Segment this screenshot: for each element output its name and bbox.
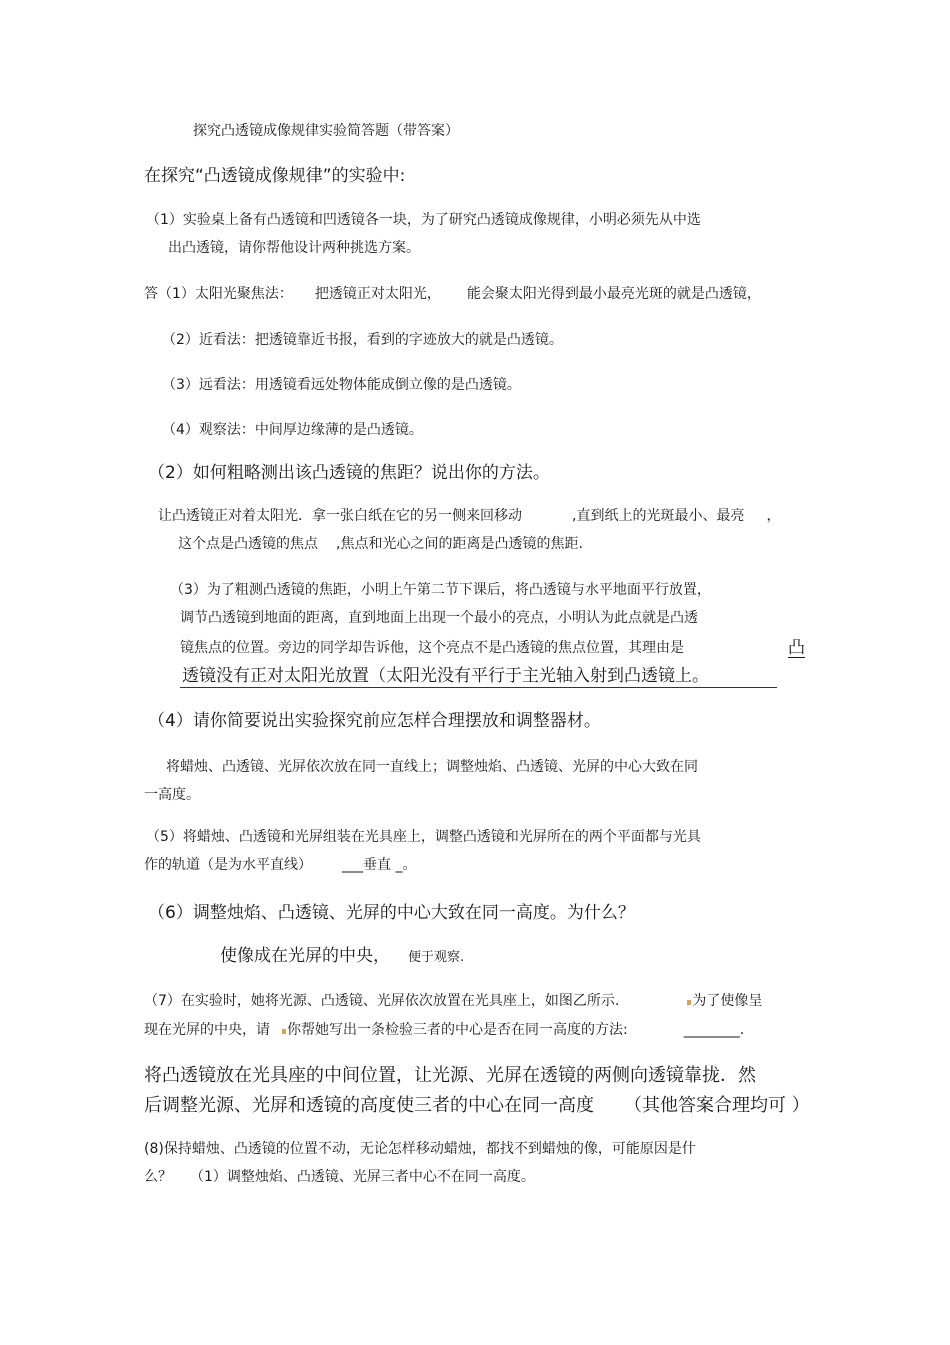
q1-answer-4: （4）观察法：中间厚边缘薄的是凸透镜。 (162, 422, 423, 438)
q7-answer-2-b: （其他答案合理均可 ） (624, 1095, 810, 1116)
q2-answer-line-1 (158, 508, 780, 525)
q2-answer-d: 这个点是凸透镜的焦点 (178, 536, 318, 552)
q7-line-2-a: 现在光屏的中央，请 (144, 1022, 270, 1038)
document-title: 探究凸透镜成像规律实验简答题（带答案） (193, 123, 459, 139)
intro-text: 在探究“凸透镜成像规律”的实验中: (144, 166, 406, 186)
q3-answer-underline (180, 687, 777, 688)
q6-answer-a: 使像成在光屏的中央， (220, 946, 390, 966)
q1-answer-1-a: 答（1）太阳光聚焦法： (144, 286, 293, 302)
q4-question: （4）请你简要说出实验探究前应怎样合理摆放和调整器材。 (148, 711, 601, 731)
q3-answer-first-char: 凸 (788, 638, 805, 658)
q1-line-1: （1）实验桌上备有凸透镜和凹透镜各一块，为了研究凸透镜成像规律，小明必须先从中选 (146, 212, 701, 228)
q8-line-1: (8)保持蜡烛、凸透镜的位置不动，无论怎样移动蜡烛，都找不到蜡烛的像，可能原因是什 (144, 1141, 696, 1157)
q5-line-2 (144, 857, 416, 874)
q4-answer-line-1: 将蜡烛、凸透镜、光屏依次放在同一直线上；调整烛焰、凸透镜、光屏的中心大致在同 (166, 759, 698, 775)
q7-answer-line-2 (144, 1095, 810, 1117)
q8-line-2-a: 么？ (144, 1169, 172, 1185)
q6-answer-b: 便于观察. (408, 950, 465, 965)
q2-question: （2）如何粗略测出该凸透镜的焦距？说出你的方法。 (148, 463, 550, 483)
q3-line-2: 调节凸透镜到地面的距离，直到地面上出现一个最小的亮点，小明认为此点就是凸透 (180, 610, 698, 626)
q7-answer-2-a: 后调整光源、光屏和透镜的高度使三者的中心在同一高度 (144, 1095, 594, 1116)
q1-line-2: 出凸透镜，请你帮他设计两种挑选方案。 (168, 240, 420, 256)
q2-answer-b: ,直到纸上的光斑最小、最亮 (572, 508, 745, 524)
q7-line-1 (144, 993, 762, 1010)
highlight-mark (282, 1029, 286, 1034)
q7-line-1-a: （7）在实验时，她将光源、凸透镜、光屏依次放置在光具座上，如图乙所示. (144, 993, 620, 1009)
q1-answer-3: （3）远看法：用透镜看远处物体能成倒立像的是凸透镜。 (162, 377, 521, 393)
q7-line-1-b: 为了使像呈 (692, 993, 763, 1009)
q6-answer (220, 946, 464, 966)
q5-line-2-a: 作的轨道（是为水平直线） (144, 857, 312, 873)
q3-answer: 透镜没有正对太阳光放置（太阳光没有平行于主光轴入射到凸透镜上。 (182, 666, 709, 686)
q1-answer-2: （2）近看法：把透镜靠近书报，看到的字迹放大的就是凸透镜。 (162, 332, 563, 348)
q6-question: （6）调整烛焰、凸透镜、光屏的中心大致在同一高度。为什么？ (148, 903, 635, 923)
highlight-mark (687, 1000, 691, 1005)
q7-line-2 (144, 1022, 744, 1039)
q7-blank: ________. (683, 1022, 745, 1038)
q3-line-3: 镜焦点的位置。旁边的同学却告诉他，这个亮点不是凸透镜的焦点位置，其理由是 (180, 640, 684, 656)
q8-line-2 (144, 1169, 535, 1186)
q1-answer-1-b: 把透镜正对太阳光， (314, 286, 441, 302)
q5-answer: ___垂直 _。 (342, 857, 417, 873)
q1-answer-1 (144, 286, 761, 303)
q2-answer-c: ， (766, 508, 781, 524)
q2-answer-e: ,焦点和光心之间的距离是凸透镜的焦距. (336, 536, 583, 552)
q4-answer-line-2: 一高度。 (144, 787, 200, 803)
q1-answer-1-c: 能会聚太阳光得到最小最亮光斑的就是凸透镜， (466, 286, 761, 302)
q7-answer-line-1: 将凸透镜放在光具座的中间位置，让光源、光屏在透镜的两侧向透镜靠拢．然 (144, 1065, 756, 1086)
q7-line-2-b: 你帮她写出一条检验三者的中心是否在同一高度的方法: (287, 1022, 628, 1038)
q2-answer-a: 让凸透镜正对着太阳光．拿一张白纸在它的另一侧来回移动 (158, 508, 522, 524)
q2-answer-line-2 (178, 536, 583, 553)
q5-line-1: （5）将蜡烛、凸透镜和光屏组装在光具座上，调整凸透镜和光屏所在的两个平面都与光具 (146, 829, 701, 845)
q3-line-1: （3）为了粗测凸透镜的焦距，小明上午第二节下课后，将凸透镜与水平地面平行放置， (170, 582, 711, 598)
q8-answer: （1）调整烛焰、凸透镜、光屏三者中心不在同一高度。 (190, 1169, 535, 1185)
